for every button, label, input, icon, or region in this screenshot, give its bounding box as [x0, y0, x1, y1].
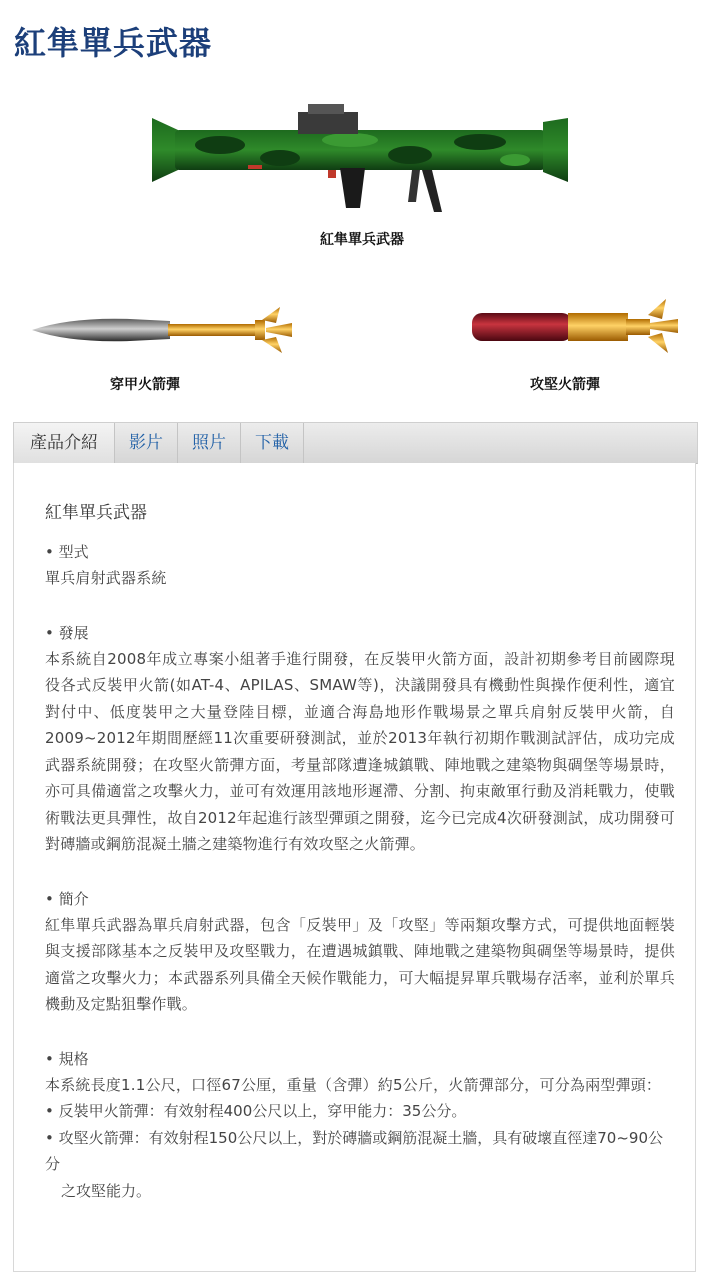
section-heading-development: • 發展 [45, 623, 89, 642]
section-text-development: 本系統自2008年成立專案小組著手進行開發，在反裝甲火箭方面，設計初期參考目前國際現役各式反裝甲火箭(如AT-4、APILAS、SMAW等)，決議開發具有機動性與操作便利性，適宜對付中、低度裝甲之大量登陸目標，並適合海島地形作戰場景之單兵肩射反裝甲火箭，自2009~2012年期間歷經11次重要研發測試，並於2013年執行初期作戰測試評估，成功完成武器系統開發；在攻堅火箭彈方面，考量部隊遭逢城鎮戰、陣地戰之建築物與碉堡等場景時，亦可具備適當之攻擊火力，並可有效運用該地形遲滯、分割、拘束敵軍行動及消耗戰力，使戰術戰法更具彈性，故自2012年起進行該型彈頭之開發，迄今已完成4次研發測試，成功開發可對磚牆或鋼筋混凝土牆之建築物進行有效攻堅之火箭彈。 [45, 649, 675, 853]
armor-piercing-round-image [30, 303, 295, 358]
section-heading-type: • 型式 [45, 543, 89, 561]
bunker-busting-round-image [470, 293, 680, 358]
spec-bullet-bunker-cont: 之攻堅能力。 [61, 1181, 152, 1200]
launcher-image [150, 100, 575, 220]
launcher-caption: 紅隼單兵武器 [320, 232, 404, 248]
product-intro-panel [13, 463, 696, 1272]
section-heading-specs: • 規格 [45, 1049, 89, 1068]
tab-video[interactable]: 影片 [115, 423, 178, 463]
spec-bullet-bunker: • 攻堅火箭彈：有效射程150公尺以上，對於磚牆或鋼筋混凝土牆，具有破壞直徑達70~90公分 [45, 1128, 663, 1173]
tab-product-intro[interactable]: 產品介紹 [14, 423, 115, 463]
page-title: 紅隼單兵武器 [14, 24, 213, 62]
section-heading-intro: • 簡介 [45, 889, 89, 908]
bunker-busting-round-caption: 攻堅火箭彈 [530, 377, 600, 393]
tab-download[interactable]: 下載 [241, 423, 304, 463]
spec-bullet-anti-armor: • 反裝甲火箭彈：有效射程400公尺以上，穿甲能力：35公分。 [45, 1102, 467, 1120]
tab-photos[interactable]: 照片 [178, 423, 241, 463]
tab-bar [13, 422, 698, 464]
section-text-type: 單兵肩射武器系統 [45, 569, 167, 587]
section-text-specs: 本系統長度1.1公尺，口徑67公厘，重量（含彈）約5公斤，火箭彈部分，可分為兩型彈頭： [45, 1075, 662, 1094]
armor-piercing-round-caption: 穿甲火箭彈 [110, 377, 180, 393]
section-text-intro: 紅隼單兵武器為單兵肩射武器，包含「反裝甲」及「攻堅」等兩類攻擊方式，可提供地面輕裝與支援部隊基本之反裝甲及攻堅戰力，在遭遇城鎮戰、陣地戰之建築物與碉堡等場景時，提供適當之攻擊火力；本武器系列具備全天候作戰能力，可大幅提昇單兵戰場存活率，並利於單兵機動及定點狙擊作戰。 [45, 915, 675, 1013]
content-title: 紅隼單兵武器 [45, 503, 147, 523]
